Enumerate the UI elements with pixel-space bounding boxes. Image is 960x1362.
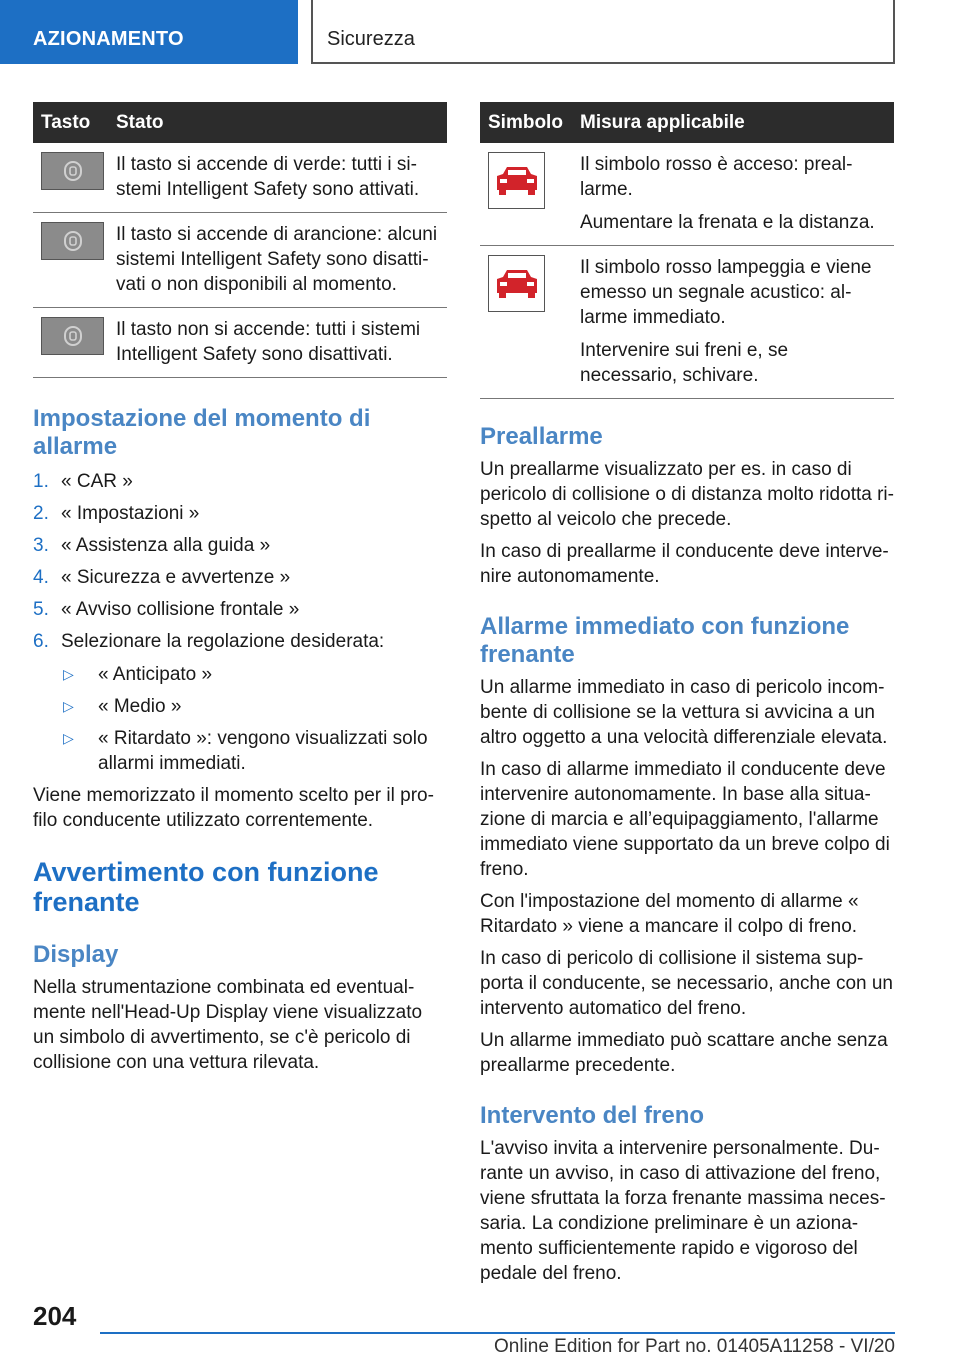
page-number: 204 (33, 1301, 77, 1331)
section-tab: AZIONAMENTO (0, 0, 298, 64)
list-item (61, 726, 447, 776)
step-number: 4. (33, 567, 49, 588)
measure-text: Il simbolo rosso è acceso: preallarme. (580, 154, 853, 200)
table-row (480, 246, 894, 399)
steps-list (33, 469, 447, 776)
left-column (33, 102, 447, 1075)
list-item (61, 694, 447, 719)
table-header-symbol: Simbolo (480, 102, 572, 143)
paragraph: In caso di allarme immediato il conducente deve intervenire autonomamente. In base alla situazione di marcia e all’equipaggiamento, l'allarme immediato viene supportato da un breve colpo di freno. (480, 759, 890, 880)
step-number: 5. (33, 599, 49, 620)
paragraph: L'avviso invita a intervenire personalmente. Durante un avviso, in caso di attivazione del freno, viene sfruttata la forza frenante massima necessaria. La condizione preliminare è un azionamento sufficientemente rapido e vigoroso del pedale del freno. (480, 1138, 886, 1284)
option-text: « Anticipato » (98, 664, 213, 685)
step-text: « Assistenza alla guida » (61, 535, 271, 556)
list-item (61, 662, 447, 687)
table-row (33, 308, 447, 378)
symbol-measure-table (480, 102, 894, 399)
triangle-bullet-icon: ▷ (63, 730, 74, 746)
option-text: « Ritardato »: vengono visualizzati solo allarmi immediati. (98, 728, 428, 774)
list-item (33, 469, 447, 494)
measure-text: Il simbolo rosso lampeggia e viene emesso un segnale acustico: allarme immediato. (580, 257, 872, 328)
heading-warning-brake: Avvertimento con funzione frenante (33, 857, 379, 917)
option-text: « Medio » (98, 696, 182, 717)
status-text: Il tasto si accende di verde: tutti i sistemi Intelligent Safety sono attivati. (108, 143, 447, 213)
table-header-measure: Misura applicabile (572, 102, 894, 143)
step-text: « Sicurezza e avvertenze » (61, 567, 291, 588)
table-row (33, 213, 447, 308)
table-row (480, 143, 894, 246)
step-text: « Avviso collisione frontale » (61, 599, 300, 620)
measure-text: Aumentare la frenata e la distanza. (580, 212, 875, 233)
heading-alarm-time: Impostazione del momento di allarme (33, 405, 371, 460)
step-text: « CAR » (61, 471, 133, 492)
paragraph: Un preallarme visualizzato per es. in caso di pericolo di collisione o di distanza molto ridotta rispetto al veicolo che precede. (480, 459, 894, 530)
heading-prealarm: Preallarme (480, 423, 603, 450)
list-item (33, 533, 447, 558)
list-item (33, 501, 447, 526)
paragraph: Un allarme immediato può scattare anche senza preallarme precedente. (480, 1030, 888, 1076)
footer-divider (100, 1332, 895, 1334)
heading-brake-intervention: Intervento del freno (480, 1102, 705, 1129)
red-car-warning-icon (488, 152, 545, 209)
key-status-table (33, 102, 447, 378)
edition-text: Online Edition for Part no. 01405A11258 - VI/20 (493, 1336, 895, 1357)
status-text: Il tasto non si accende: tutti i sistemi Intelligent Safety sono disattivati. (108, 308, 447, 378)
red-car-warning-icon (488, 255, 545, 312)
heading-display: Display (33, 941, 119, 968)
step-number: 2. (33, 503, 49, 524)
status-text: Il tasto si accende di arancione: alcuni sistemi Intelligent Safety sono disattivati o non disponibili al momento. (108, 213, 447, 308)
step-number: 6. (33, 631, 49, 652)
table-header-status: Stato (108, 102, 447, 143)
paragraph: Con l'impostazione del momento di allarme « Ritardato » viene a mancare il colpo di freno. (480, 891, 859, 937)
triangle-bullet-icon: ▷ (63, 666, 74, 682)
step-text: Selezionare la regolazione desiderata: (61, 631, 385, 652)
safety-button-icon (41, 222, 104, 260)
safety-button-icon (41, 317, 104, 355)
options-list (33, 662, 447, 776)
chapter-title: Sicurezza (311, 0, 895, 64)
paragraph: Nella strumentazione combinata ed eventualmente nell'Head-Up Display viene visualizzato un simbolo di avvertimento, se c'è pericolo di collisione con una vettura rilevata. (33, 977, 423, 1073)
right-column (480, 102, 894, 1286)
step-number: 1. (33, 471, 49, 492)
paragraph: Viene memorizzato il momento scelto per il profilo conducente utilizzato correntemente. (33, 785, 434, 831)
list-item (33, 629, 447, 776)
list-item (33, 565, 447, 590)
paragraph: In caso di preallarme il conducente deve intervenire autonomamente. (480, 541, 889, 587)
table-row (33, 143, 447, 213)
triangle-bullet-icon: ▷ (63, 698, 74, 714)
step-number: 3. (33, 535, 49, 556)
paragraph: In caso di pericolo di collisione il sistema supporta il conducente, se necessario, anche con un intervento automatico del freno. (480, 948, 893, 1019)
paragraph: Un allarme immediato in caso di pericolo incombente di collisione se la vettura si avvicina a un altro oggetto a una velocità differenziale elevata. (480, 677, 888, 748)
safety-button-icon (41, 152, 104, 190)
list-item (33, 597, 447, 622)
heading-immediate-alarm: Allarme immediato con funzione frenante (480, 613, 850, 668)
table-header-key: Tasto (33, 102, 108, 143)
measure-text: Intervenire sui freni e, se necessario, schivare. (580, 340, 789, 386)
step-text: « Impostazioni » (61, 503, 200, 524)
